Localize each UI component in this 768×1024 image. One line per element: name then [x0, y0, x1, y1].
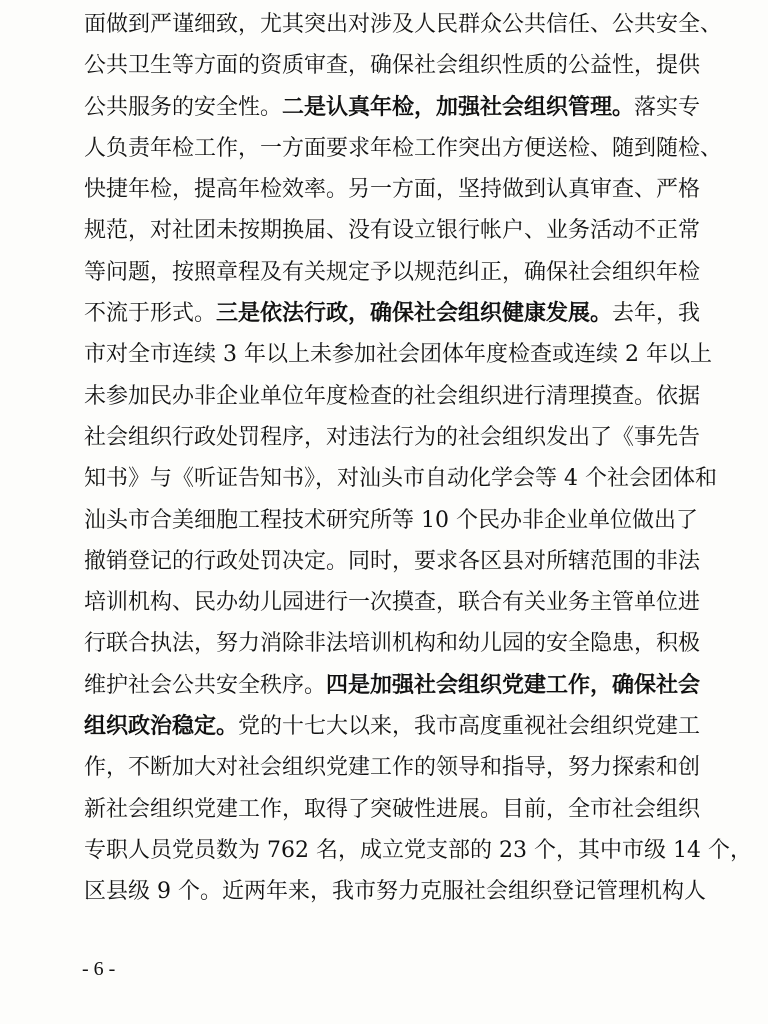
text-line	[84, 623, 701, 664]
text-line	[84, 4, 723, 45]
text-line	[84, 293, 701, 334]
text-line	[84, 334, 712, 375]
text-segment: 区县级 9 个。近两年来，我市努力克服社会组织登记管理机构人	[84, 879, 706, 905]
text-line	[84, 376, 701, 417]
text-line	[84, 169, 701, 210]
text-segment: 社会组织行政处罚程序，对违法行为的社会组织发出了《事先告	[84, 424, 701, 450]
text-segment: 知书》与《听证告知书》，对汕头市自动化学会等 4 个社会团体和	[84, 466, 717, 492]
text-line	[84, 458, 717, 499]
bold-heading-phrase: 四是加强社会组织党建工作，确保社会	[326, 671, 701, 698]
text-line	[84, 87, 701, 128]
text-segment: 培训机构、民办幼儿园进行一次摸查，联合有关业务主管单位进	[84, 590, 701, 616]
text-line	[84, 830, 752, 871]
text-line	[84, 871, 706, 912]
text-segment: 落实专	[634, 94, 701, 120]
text-segment: 未参加民办非企业单位年度检查的社会组织进行清理摸查。依据	[84, 383, 701, 409]
text-segment: 人负责年检工作，一方面要求年检工作突出方便送检、随到随检、	[84, 135, 723, 161]
text-line	[84, 706, 701, 747]
text-segment: 公共卫生等方面的资质审查，确保社会组织性质的公益性，提供	[84, 53, 701, 79]
text-line	[84, 665, 701, 706]
body-text	[84, 4, 752, 913]
text-line	[84, 582, 701, 623]
text-line	[84, 789, 701, 830]
text-line	[84, 128, 723, 169]
text-segment: 作，不断加大对社会组织党建工作的领导和指导，努力探索和创	[84, 755, 701, 781]
text-segment: 维护社会公共安全秩序。	[84, 672, 327, 698]
text-segment: 面做到严谨细致，尤其突出对涉及人民群众公共信任、公共安全、	[84, 12, 723, 37]
text-line	[84, 417, 701, 458]
text-line	[84, 210, 701, 251]
text-line	[84, 541, 701, 582]
text-line	[84, 45, 701, 86]
text-segment: 汕头市合美细胞工程技术研究所等 10 个民办非企业单位做出了	[84, 507, 698, 533]
text-segment: 快捷年检，提高年检效率。另一方面，坚持做到认真审查、严格	[84, 177, 701, 203]
text-line	[84, 500, 698, 541]
text-segment: 公共服务的安全性。	[84, 94, 283, 120]
text-segment: 党的十七大以来，我市高度重视社会组织党建工	[238, 714, 701, 740]
bold-heading-phrase: 组织政治稳定。	[84, 713, 239, 740]
text-line	[84, 252, 701, 293]
text-segment: 撤销登记的行政处罚决定。同时，要求各区县对所辖范围的非法	[84, 548, 701, 574]
page-number: - 6 -	[82, 958, 116, 980]
text-segment: 行联合执法，努力消除非法培训机构和幼儿园的安全隐患，积极	[84, 631, 701, 657]
text-segment: 规范，对社团未按期换届、没有设立银行帐户、业务活动不正常	[84, 218, 701, 244]
bold-heading-phrase: 二是认真年检，加强社会组织管理。	[282, 93, 635, 120]
text-segment: 市对全市连续 3 年以上未参加社会团体年度检查或连续 2 年以上	[84, 342, 712, 368]
text-segment: 不流于形式。	[84, 301, 217, 327]
text-segment: 新社会组织党建工作，取得了突破性进展。目前，全市社会组织	[84, 796, 701, 822]
text-segment: 专职人员党员数为 762 名，成立党支部的 23 个，其中市级 14 个，	[84, 837, 752, 863]
text-segment: 等问题，按照章程及有关规定予以规范纠正，确保社会组织年检	[84, 259, 701, 285]
bold-heading-phrase: 三是依法行政，确保社会组织健康发展。	[216, 300, 613, 327]
text-segment: 去年，我	[612, 301, 701, 327]
text-line	[84, 747, 701, 788]
